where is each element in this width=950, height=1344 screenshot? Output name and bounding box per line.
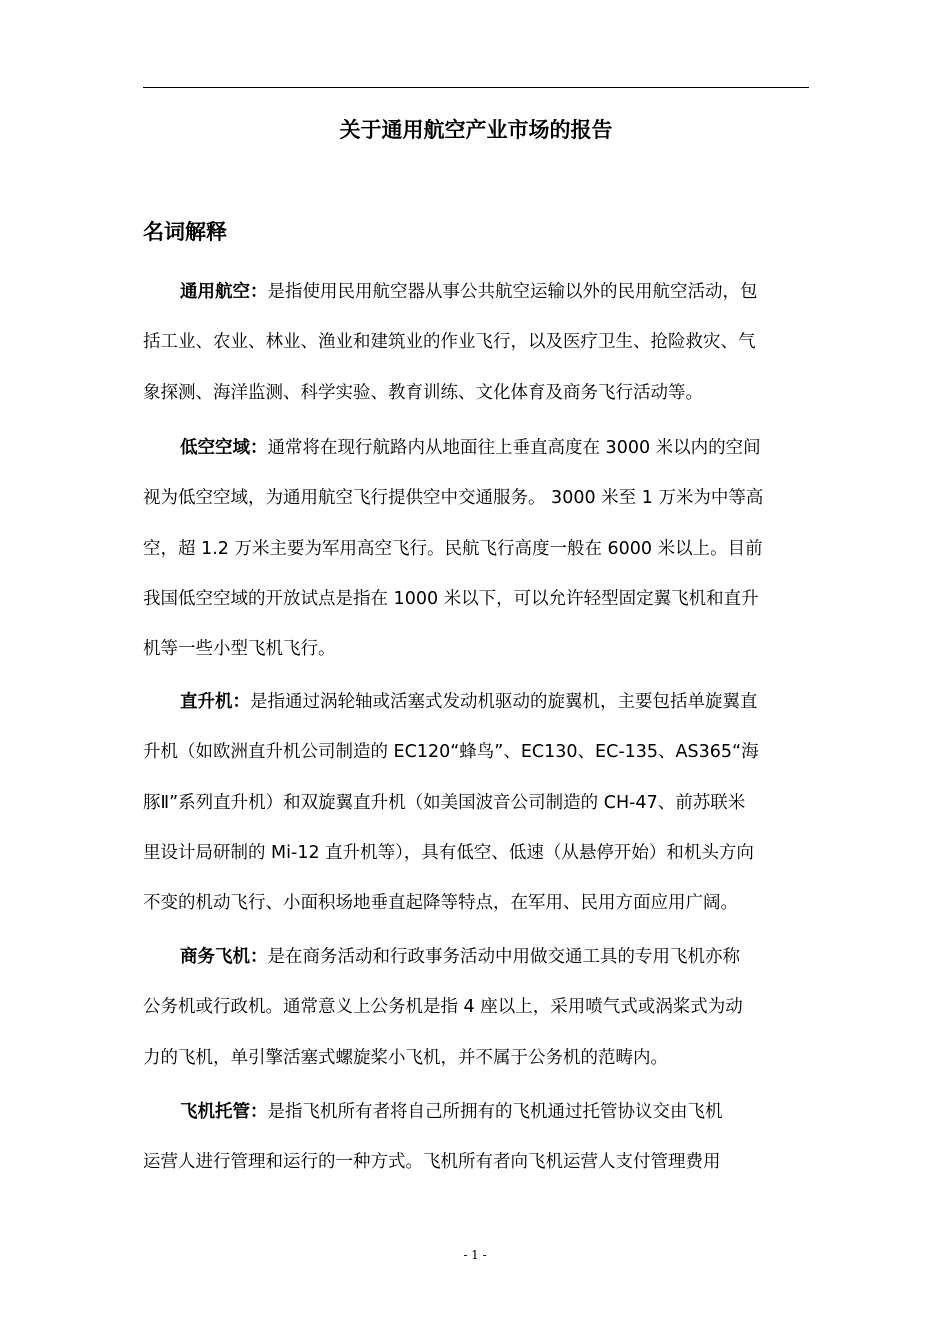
definition-line: 视为低空空域，为通用航空飞行提供空中交通服务。 3000 米至 1 万米为中等高 (143, 488, 764, 509)
definition-helicopter (143, 677, 813, 928)
definition-aircraft-management (143, 1087, 813, 1188)
definition-term: 商务飞机： (180, 947, 268, 967)
definition-line: 象探测、海洋监测、科学实验、教育训练、文化体育及商务飞行活动等。 (143, 382, 703, 403)
definition-line: 不变的机动飞行、小面积场地垂直起降等特点，在军用、民用方面应用广阔。 (143, 893, 738, 914)
definition-line: 豚Ⅱ”系列直升机）和双旋翼直升机（如美国波音公司制造的 CH-47、前苏联米 (143, 792, 746, 813)
definition-line: 通用航空：是指使用民用航空器从事公共航空运输以外的民用航空活动，包 (180, 282, 758, 302)
header-rule (143, 87, 809, 88)
page-number: - 1 - (463, 1248, 487, 1262)
definition-line: 公务机或行政机。通常意义上公务机是指 4 座以上，采用喷气式或涡桨式为动 (143, 997, 743, 1018)
definition-line: 里设计局研制的 Mi-12 直升机等），具有低空、低速（从悬停开始）和机头方向 (143, 842, 754, 863)
definition-term: 通用航空： (180, 282, 268, 302)
definition-term: 飞机托管： (180, 1102, 268, 1122)
section-heading: 名词解释 (143, 220, 227, 244)
definition-line: 运营人进行管理和运行的一种方式。飞机所有者向飞机运营人支付管理费用 (143, 1152, 721, 1173)
definition-line: 机等一些小型飞机飞行。 (143, 639, 336, 660)
definition-line: 低空空域：通常将在现行航路内从地面往上垂直高度在 3000 米以内的空间 (180, 438, 761, 458)
definition-line: 直升机：是指通过涡轮轴或活塞式发动机驱动的旋翼机，主要包括单旋翼直 (180, 692, 758, 712)
definition-line: 括工业、农业、林业、渔业和建筑业的作业飞行，以及医疗卫生、抢险救灾、气 (143, 332, 756, 353)
definition-line: 升机（如欧洲直升机公司制造的 EC120“蜂鸟”、EC130、EC-135、AS365“海 (143, 742, 759, 763)
definition-term: 低空空域： (180, 438, 268, 458)
definition-general-aviation (143, 267, 813, 418)
definition-low-altitude-airspace (143, 423, 813, 674)
document-title: 关于通用航空产业市场的报告 (339, 118, 613, 142)
definition-line: 飞机托管：是指飞机所有者将自己所拥有的飞机通过托管协议交由飞机 (180, 1102, 723, 1122)
definition-line: 力的飞机，单引擎活塞式螺旋桨小飞机，并不属于公务机的范畴内。 (143, 1047, 668, 1068)
definition-line: 我国低空空域的开放试点是指在 1000 米以下，可以允许轻型固定翼飞机和直升 (143, 588, 759, 609)
definition-term: 直升机： (180, 692, 250, 712)
definition-business-aircraft (143, 932, 813, 1083)
definition-line: 商务飞机：是在商务活动和行政事务活动中用做交通工具的专用飞机亦称 (180, 947, 740, 967)
definition-line: 空，超 1.2 万米主要为军用高空飞行。民航飞行高度一般在 6000 米以上。目前 (143, 538, 763, 559)
